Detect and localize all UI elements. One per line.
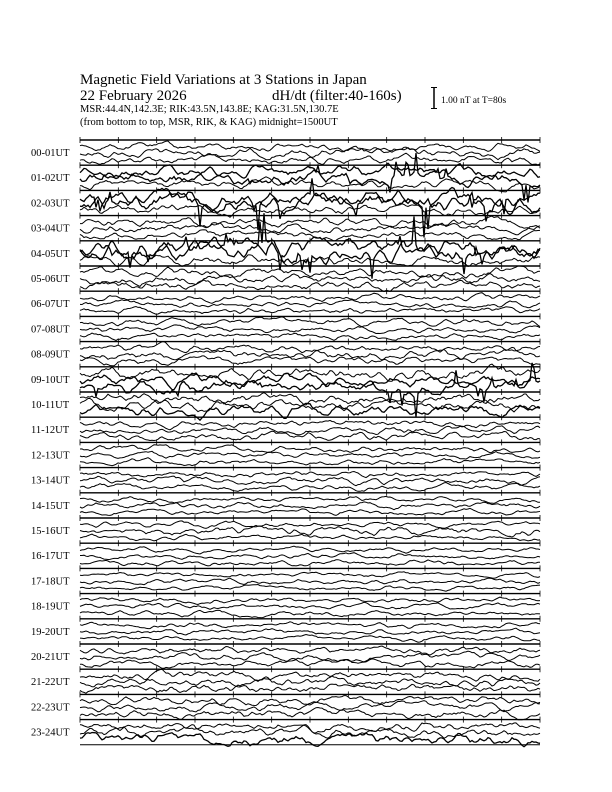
trace-kag [80,546,540,554]
trace-rik [80,476,540,486]
trace-msr [80,585,540,592]
trace-kag [80,572,540,578]
hour-label: 07-08UT [31,324,70,336]
trace-rik [80,578,540,585]
station-order-note: (from bottom to top, MSR, RIK, & KAG) midnight=1500UT [80,117,338,128]
hour-label: 12-13UT [31,450,70,462]
trace-rik [80,553,540,560]
trace-kag [80,420,540,429]
chart-title: Magnetic Field Variations at 3 Stations in Japan [80,72,367,88]
station-coords: MSR:44.4N,142.3E; RIK:43.5N,143.8E; KAG:31.5N,130.7E [80,104,339,115]
hour-label: 15-16UT [31,526,70,537]
trace-kag [80,622,540,629]
trace-rik [80,701,540,712]
trace-msr [80,508,540,515]
trace-rik [80,373,540,390]
hour-label: 23-24UT [31,727,70,739]
trace-rik [80,628,540,635]
scale-label: 1.00 nT at T=80s [441,96,507,106]
hour-label: 06-07UT [31,299,70,311]
trace-rik [80,300,540,308]
trace-kag [80,293,540,304]
trace-kag [80,646,540,655]
trace-rik [80,602,540,609]
trace-kag [80,723,540,733]
hour-label: 22-23UT [31,702,70,714]
trace-msr [80,431,540,440]
hour-label: 16-17UT [31,551,70,563]
hour-label: 19-20UT [31,626,70,638]
hour-label: 00-01UT [31,148,70,159]
hour-label: 13-14UT [31,475,70,487]
hour-label: 14-15UT [31,500,70,512]
trace-msr [80,458,540,466]
trace-kag [80,496,540,503]
trace-kag [80,472,540,478]
hour-label: 20-21UT [31,652,70,663]
trace-rik [80,651,540,662]
hour-label: 17-18UT [31,576,70,588]
hour-label: 02-03UT [31,198,70,210]
trace-msr [80,560,540,566]
chart-date: 22 February 2026 [80,88,187,104]
hour-label: 11-12UT [31,425,70,437]
hour-label: 03-04UT [31,223,70,235]
trace-rik [80,325,540,334]
trace-kag [80,521,540,529]
hour-label: 10-11UT [31,400,70,411]
chart-quantity: dH/dt (filter:40-160s) [272,88,402,104]
hour-label: 08-09UT [31,349,70,361]
hour-label: 05-06UT [31,274,70,285]
trace-rik [80,223,540,235]
hour-label: 21-22UT [31,677,70,689]
hour-label: 18-19UT [31,601,70,613]
hour-label: 09-10UT [31,374,70,386]
hour-label: 01-02UT [31,173,70,185]
hour-label: 04-05UT [31,248,70,260]
